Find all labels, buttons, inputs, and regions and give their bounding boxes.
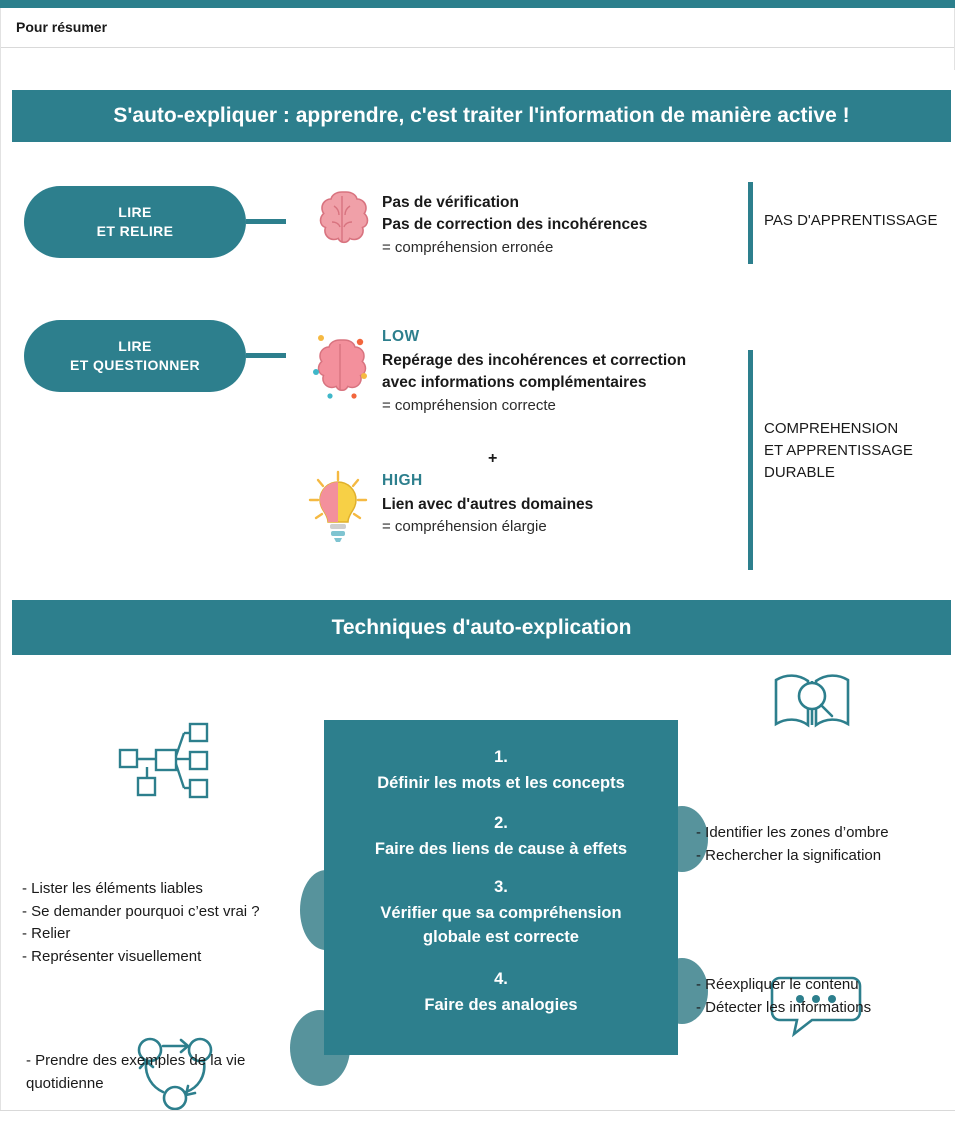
step-3-line-1: Vérifier que sa compréhension: [380, 903, 622, 922]
step-2-line-1: Faire des liens de cause à effets: [374, 839, 628, 858]
side-note-left-middle: [22, 878, 260, 968]
step-3-line-2: globale est correcte: [423, 927, 579, 946]
step-1-line-1: Définir les mots et les concepts: [377, 773, 625, 792]
pill2-line-1: LIRE: [118, 338, 152, 355]
side-note-top-right-line-1: - Identifier les zones d’ombre: [696, 824, 889, 841]
row2-high-block: [382, 472, 593, 538]
low-bold-line-1: Repérage des incohérences et correction: [382, 352, 687, 369]
document-header: [0, 8, 955, 48]
step-2: [324, 812, 678, 862]
outcome2-line-1: COMPREHENSION: [764, 420, 899, 437]
row1-bold-line-2: Pas de correction des incohérences: [382, 216, 648, 234]
connector-line-2: [246, 353, 286, 358]
book-search-icon: [770, 666, 854, 741]
side-note-bottom-right: [696, 974, 871, 1019]
row2-low-block: [382, 328, 686, 417]
row1-light-line: = compréhension erronée: [382, 238, 554, 256]
side-note-left-bottom-line-1: - Prendre des exemples de la vie: [26, 1052, 246, 1069]
page-title: Pour résumer: [16, 19, 108, 35]
pill-line-2: ET RELIRE: [96, 223, 174, 239]
brain-color-icon: [308, 326, 372, 407]
side-note-top-right: [696, 822, 889, 867]
top-accent-strip: [0, 0, 955, 8]
plus-sign: +: [488, 450, 498, 467]
side-note-left-bottom-line-2: quotidienne: [26, 1074, 104, 1092]
low-bold-line-2: avec informations complémentaires: [382, 374, 647, 392]
outcome2-line-3: DURABLE: [764, 463, 835, 481]
side-note-left-bottom: [26, 1050, 296, 1095]
side-note-left-line-4: - Représenter visuellement: [22, 947, 202, 965]
step-1: [324, 746, 678, 796]
level-label-low: LOW: [382, 328, 420, 345]
pill-line-1: LIRE: [118, 204, 152, 221]
step-4: [324, 968, 678, 1018]
row1-bold-line-1: Pas de vérification: [382, 194, 519, 211]
high-light-line: = compréhension élargie: [382, 518, 547, 536]
infographic-body: [4, 70, 955, 1110]
outcome-text-1: PAS D'APPRENTISSAGE: [764, 212, 938, 229]
low-light-line: = compréhension correcte: [382, 396, 556, 414]
side-note-left-line-1: - Lister les éléments liables: [22, 880, 203, 897]
outcome-rule-1: [748, 182, 753, 264]
pill-lire-et-questionner[interactable]: [24, 320, 246, 392]
outcome-rule-2: [748, 350, 753, 570]
brain-icon: [314, 188, 370, 255]
step-1-number: 1.: [494, 748, 508, 766]
side-note-bottom-right-line-1: - Réexpliquer le contenu: [696, 976, 859, 993]
network-diagram-icon: [116, 718, 212, 809]
row1-text-block: [382, 192, 647, 259]
high-bold-line-1: Lien avec d'autres domaines: [382, 496, 594, 513]
step-2-number: 2.: [494, 814, 508, 832]
level-label-high: HIGH: [382, 472, 423, 489]
side-note-top-right-line-2: - Rechercher la signification: [696, 846, 882, 864]
step-4-line-1: Faire des analogies: [424, 995, 578, 1014]
step-4-number: 4.: [494, 970, 508, 988]
outcome-text-2: [764, 418, 913, 483]
pill-lire-et-relire[interactable]: [24, 186, 246, 258]
connector-line-1: [246, 219, 286, 224]
steps-box: [324, 720, 678, 1055]
main-band-title: S'auto-expliquer : apprendre, c'est traiter l'information de manière active !: [12, 90, 951, 142]
step-3: [324, 876, 678, 950]
lightbulb-brain-icon: [304, 470, 372, 549]
side-note-left-line-3: - Relier: [22, 925, 71, 942]
outcome2-line-2: ET APPRENTISSAGE: [764, 441, 913, 459]
side-note-left-line-2: - Se demander pourquoi c’est vrai ?: [22, 902, 260, 920]
techniques-band-title: Techniques d'auto-explication: [12, 600, 951, 655]
side-note-bottom-right-line-2: - Détecter les informations: [696, 998, 872, 1016]
step-3-number: 3.: [494, 878, 508, 896]
pill2-line-2: ET QUESTIONNER: [69, 357, 201, 373]
